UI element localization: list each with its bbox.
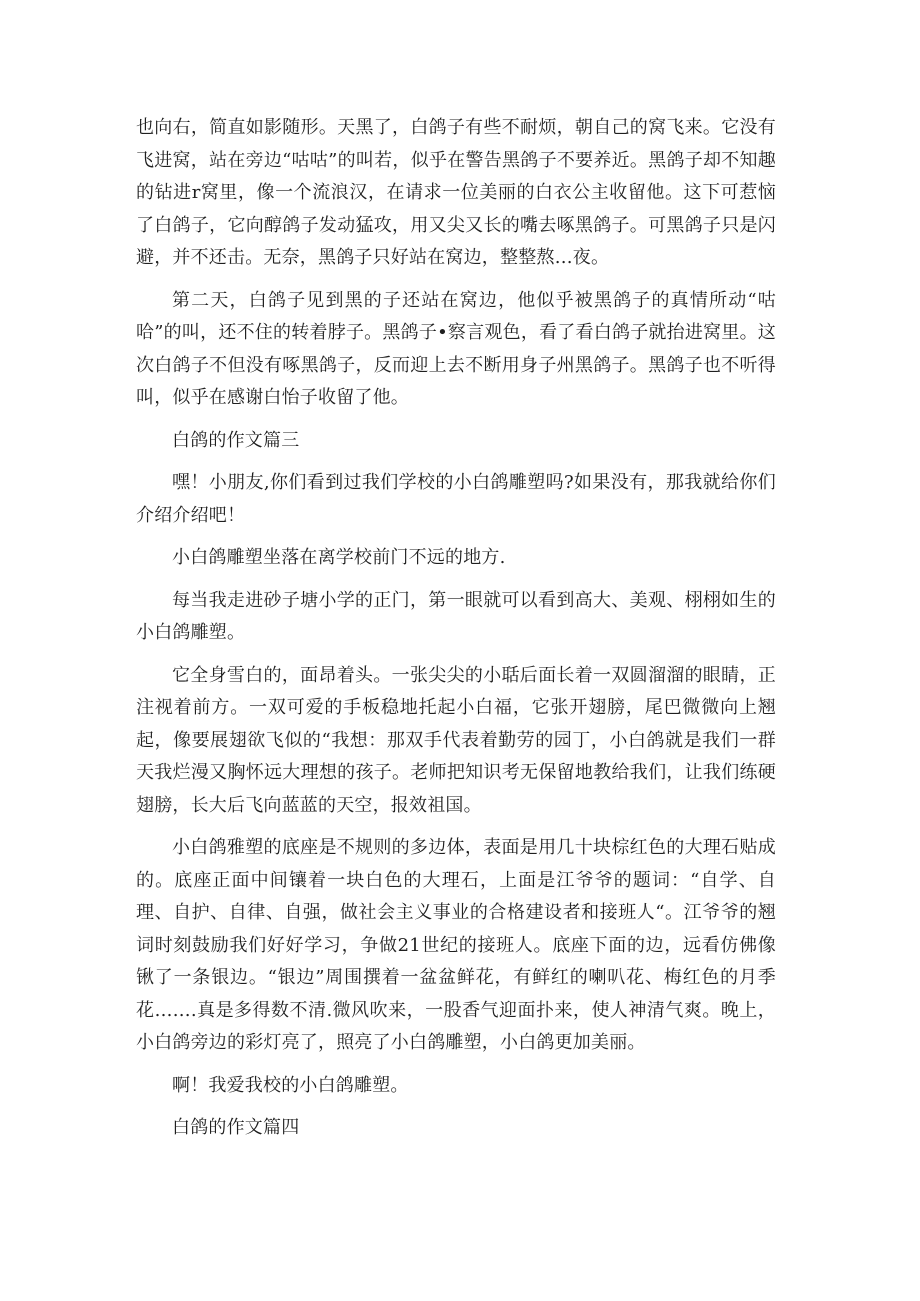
document-body xyxy=(136,112,776,1155)
section-heading-4: 白鸽的作文篇四 xyxy=(172,1117,300,1138)
section-heading-3: 白鸽的作文篇三 xyxy=(172,429,300,451)
paragraph-5: 小白鸽雕塑坐落在离学校前门不远的地方. xyxy=(172,547,506,568)
paragraph-6: 每当我走进砂子塘小学的正门，第一眼就可以看到高大、美观、栩栩如生的小白鸽雕塑。 xyxy=(136,589,776,643)
paragraph-2: 第二天，白鸽子见到黑的子还站在窝边，他似乎被黑鸽子的真情所动“咕哈”的叫，还不住的转着脖子。黑鸽子•察言观色，看了看白鸽子就抬进窝里。这次白鸽子不但没有啄黑鸽子，反而迎上去不断用身子州黑鸽子。黑鸽子也不听得叫，似乎在感谢白怡子收留了他。 xyxy=(136,289,776,408)
paragraph-8: 小白鸽雅塑的底座是不规则的多边体，表面是用几十块棕红色的大理石贴成的。底座正面中间镶着一块白色的大理石，上面是江爷爷的题词：“自学、自理、自护、自律、自强，做社会主义事业的合格建设者和接班人“。江爷爷的翘词时刻鼓励我们好好学习，争做21世纪的接班人。底座下面的边，远看仿佛像锹了一条银边。“银边”周围撰着一盆盆鲜花，有鲜红的喇叭花、梅红色的月季花…….真是多得数不清.微风吹来，一股香气迎面扑来，使人神清气爽。晚上，小白鸽旁边的彩灯亮了，照亮了小白鸽雕塑，小白鸽更加美丽。 xyxy=(136,837,776,1053)
paragraph-1: 也向右，简直如影随形。天黑了，白鸽子有些不耐烦，朝自己的窝飞来。它没有飞进窝，站在旁边“咕咕”的叫若，似乎在警告黑鸽子不要养近。黑鸽子却不知趣的钻进r窝里，像一个流浪汉，在请求一位美丽的白衣公主收留他。这下可惹恼了白鸽子，它向醇鸽子发动猛攻，用又尖又长的嘴去啄黑鸽子。可黑鸽子只是闪避，并不还击。无奈，黑鸽子只好站在窝边，整整熬…夜。 xyxy=(136,117,776,268)
paragraph-7: 它全身雪白的，面昂着头。一张尖尖的小聒后面长着一双圆溜溜的眼睛，正注视着前方。一双可爱的手板稳地托起小白福，它张开翅膀，尾巴微微向上翘起，像要展翅欲飞似的“我想：那双手代表着勤劳的园丁，小白鸽就是我们一群天我烂漫又胸怀远大理想的孩子。老师把知识考无保留地教给我们，让我们练硬翅膀，长大后飞向蓝蓝的天空，报效祖国。 xyxy=(136,664,776,816)
paragraph-9: 啊！我爱我校的小白鸽雕塑。 xyxy=(172,1074,409,1096)
paragraph-4: 嘿！小朋友,你们看到过我们学校的小白鸽雕塑吗?如果没有，那我就给你们介绍介绍吧！ xyxy=(136,472,776,526)
